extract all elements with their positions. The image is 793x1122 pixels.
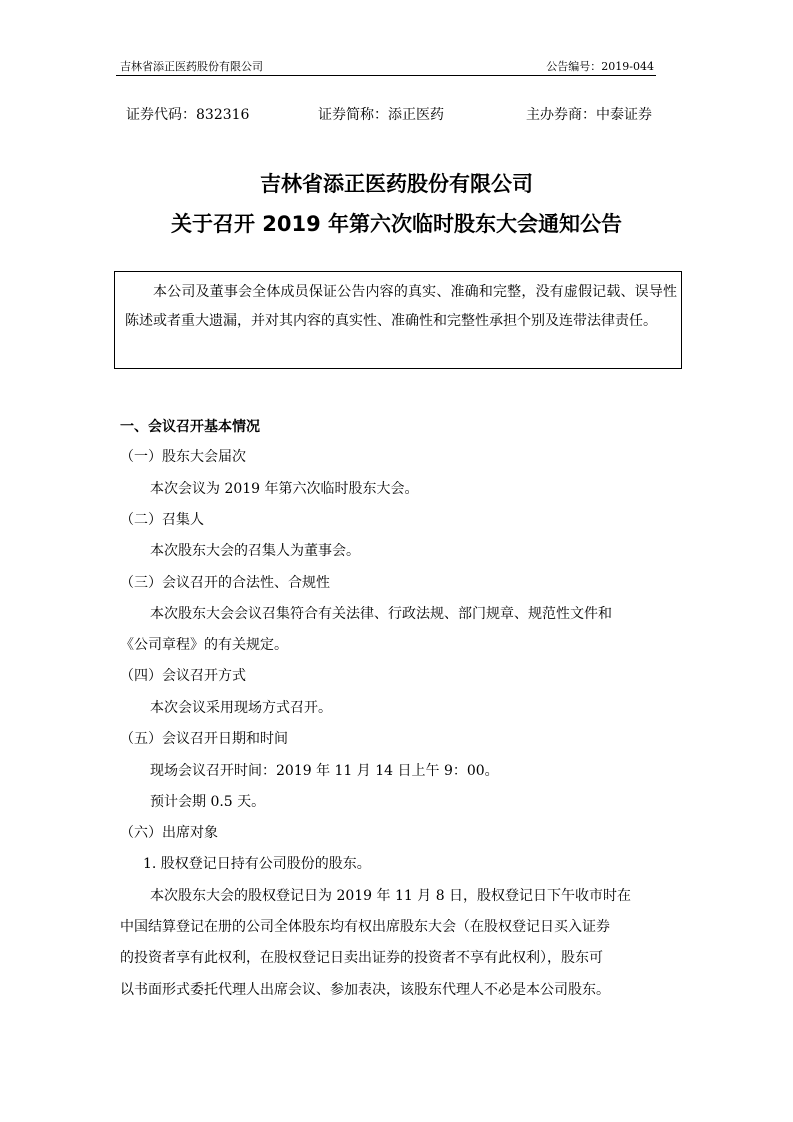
paragraph: 的投资者享有此权利，在股权登记日卖出证券的投资者不享有此权利），股东可 (120, 950, 603, 966)
title-line-1: 吉林省添正医药股份有限公司 (260, 172, 533, 196)
paragraph: 以书面形式委托代理人出席会议、参加表决，该股东代理人不必是本公司股东。 (120, 982, 610, 998)
subsection-title: （五）会议召开日期和时间 (120, 731, 288, 747)
subsection-title: （三）会议召开的合法性、合规性 (120, 575, 330, 591)
paragraph: 本次会议为 2019 年第六次临时股东大会。 (150, 481, 419, 497)
securities-abbreviation: 证券简称：添正医药 (318, 107, 444, 123)
paragraph: 中国结算登记在册的公司全体股东均有权出席股东大会（在股权登记日买入证券 (120, 919, 610, 935)
header-announcement-number: 公告编号：2019-044 (546, 60, 654, 73)
paragraph: 本次股东大会会议召集符合有关法律、行政法规、部门规章、规范性文件和 (150, 606, 612, 622)
lead-broker: 主办券商：中泰证券 (526, 107, 652, 123)
list-item: 1. 股权登记日持有公司股份的股东。 (143, 856, 371, 872)
securities-code: 证券代码：832316 (126, 107, 250, 123)
paragraph: 《公司章程》的有关规定。 (120, 637, 288, 653)
subsection-title: （四）会议召开方式 (120, 668, 246, 684)
title-line-2: 关于召开 2019 年第六次临时股东大会通知公告 (170, 212, 623, 236)
subsection-title: （一）股东大会届次 (120, 449, 246, 465)
paragraph: 预计会期 0.5 天。 (150, 794, 266, 810)
paragraph: 现场会议召开时间：2019 年 11 月 14 日上午 9：00。 (150, 763, 499, 779)
section-heading: 一、会议召开基本情况 (120, 419, 260, 435)
page-header (116, 55, 656, 76)
subsection-title: （二）召集人 (120, 512, 204, 528)
paragraph: 本次股东大会的召集人为董事会。 (150, 543, 360, 559)
subsection-title: （六）出席对象 (120, 825, 218, 841)
paragraph: 本次股东大会的股权登记日为 2019 年 11 月 8 日，股权登记日下午收市时在 (150, 888, 632, 904)
paragraph: 本次会议采用现场方式召开。 (150, 700, 332, 716)
disclaimer-box: 本公司及董事会全体成员保证公告内容的真实、准确和完整，没有虚假记载、误导性陈述或者重大遗漏，并对其内容的真实性、准确性和完整性承担个别及连带法律责任。 (114, 271, 682, 369)
header-company: 吉林省添正医药股份有限公司 (120, 60, 263, 73)
